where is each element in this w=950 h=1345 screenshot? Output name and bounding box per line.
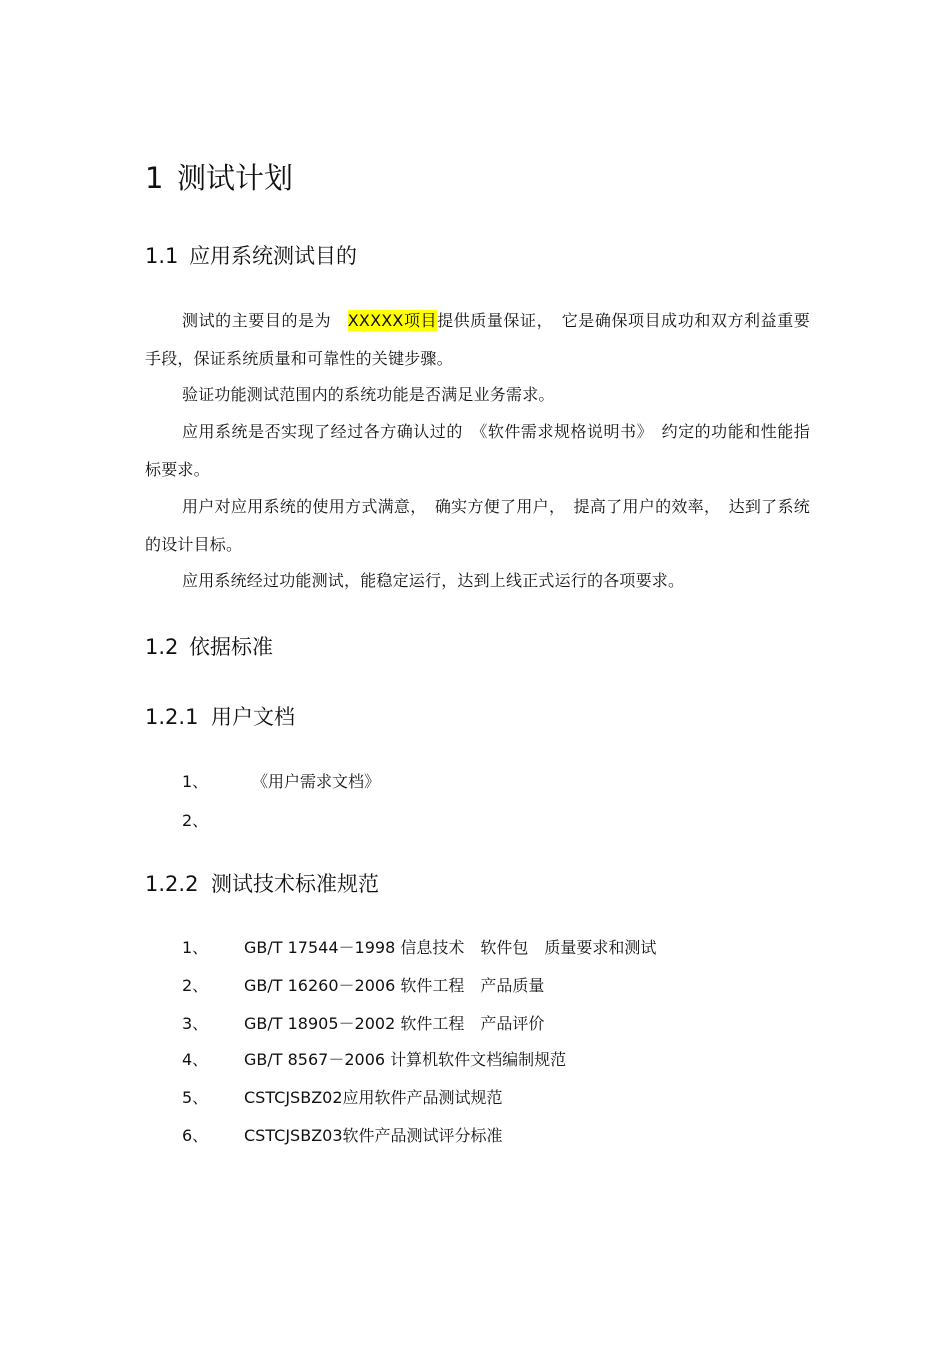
subsection-heading-1-2-2 — [145, 869, 379, 899]
subsection-number: 1.2.1 — [145, 705, 199, 729]
paragraph-text: 验证功能测试范围内的系统功能是否满足业务需求。 — [182, 385, 555, 404]
subsection-title: 用户文档 — [211, 705, 295, 729]
paragraph-verify-function — [145, 376, 810, 414]
highlighted-project-name: XXXXX项目 — [347, 311, 438, 330]
list-text: GB/T 18905－2002 软件工程 产品评价 — [244, 1014, 545, 1033]
list-item — [182, 809, 582, 833]
list-index: 5、 — [182, 1088, 209, 1107]
list-item — [182, 1012, 782, 1036]
list-item — [182, 936, 782, 960]
paragraph-user-satisfaction — [145, 488, 810, 564]
list-text: GB/T 17544－1998 信息技术 软件包 质量要求和测试 — [244, 938, 657, 957]
list-index: 3、 — [182, 1014, 209, 1033]
list-text: GB/T 8567－2006 计算机软件文档编制规范 — [244, 1050, 567, 1069]
section-title: 应用系统测试目的 — [189, 244, 357, 268]
list-item — [182, 770, 582, 794]
paragraph-text: 用户对应用系统的使用方式满意， 确实方便了用户， 提高了用户的效率， 达到了系统的设计目标。 — [145, 497, 810, 554]
list-index: 1、 — [182, 772, 209, 791]
paragraph-text: 应用系统经过功能测试，能稳定运行，达到上线正式运行的各项要求。 — [182, 571, 685, 590]
chapter-heading — [145, 158, 293, 198]
list-text: CSTCJSBZ02应用软件产品测试规范 — [244, 1088, 503, 1107]
paragraph-stability — [145, 562, 810, 600]
list-item — [182, 1048, 782, 1072]
subsection-heading-1-2-1 — [145, 702, 295, 732]
paragraph-text: 应用系统是否实现了经过各方确认过的 《软件需求规格说明书》 约定的功能和性能指标要求。 — [145, 422, 810, 479]
list-item — [182, 1124, 782, 1148]
list-index: 1、 — [182, 938, 209, 957]
list-text: CSTCJSBZ03软件产品测试评分标准 — [244, 1126, 503, 1145]
section-title: 依据标准 — [189, 635, 273, 659]
list-index: 2、 — [182, 811, 209, 830]
list-item — [182, 1086, 782, 1110]
list-index: 2、 — [182, 976, 209, 995]
list-index: 6、 — [182, 1126, 209, 1145]
paragraph-purpose — [145, 302, 810, 378]
paragraph-requirements — [145, 413, 810, 489]
paragraph-text: 测试的主要目的是为 — [182, 311, 348, 330]
section-number: 1.1 — [145, 244, 179, 268]
subsection-number: 1.2.2 — [145, 872, 199, 896]
section-heading-1-1 — [145, 241, 357, 271]
chapter-title: 测试计划 — [177, 161, 294, 195]
list-item — [182, 974, 782, 998]
list-index: 4、 — [182, 1050, 209, 1069]
subsection-title: 测试技术标准规范 — [211, 872, 379, 896]
section-number: 1.2 — [145, 635, 179, 659]
chapter-number: 1 — [145, 161, 164, 195]
paragraph-text: 提供质量保证， 它是确保项目成功和双方利益重要手段，保证系统质量和可靠性的关键步骤。 — [145, 311, 810, 368]
list-text: GB/T 16260－2006 软件工程 产品质量 — [244, 976, 545, 995]
list-text: 《用户需求文档》 — [252, 772, 381, 791]
section-heading-1-2 — [145, 632, 273, 662]
